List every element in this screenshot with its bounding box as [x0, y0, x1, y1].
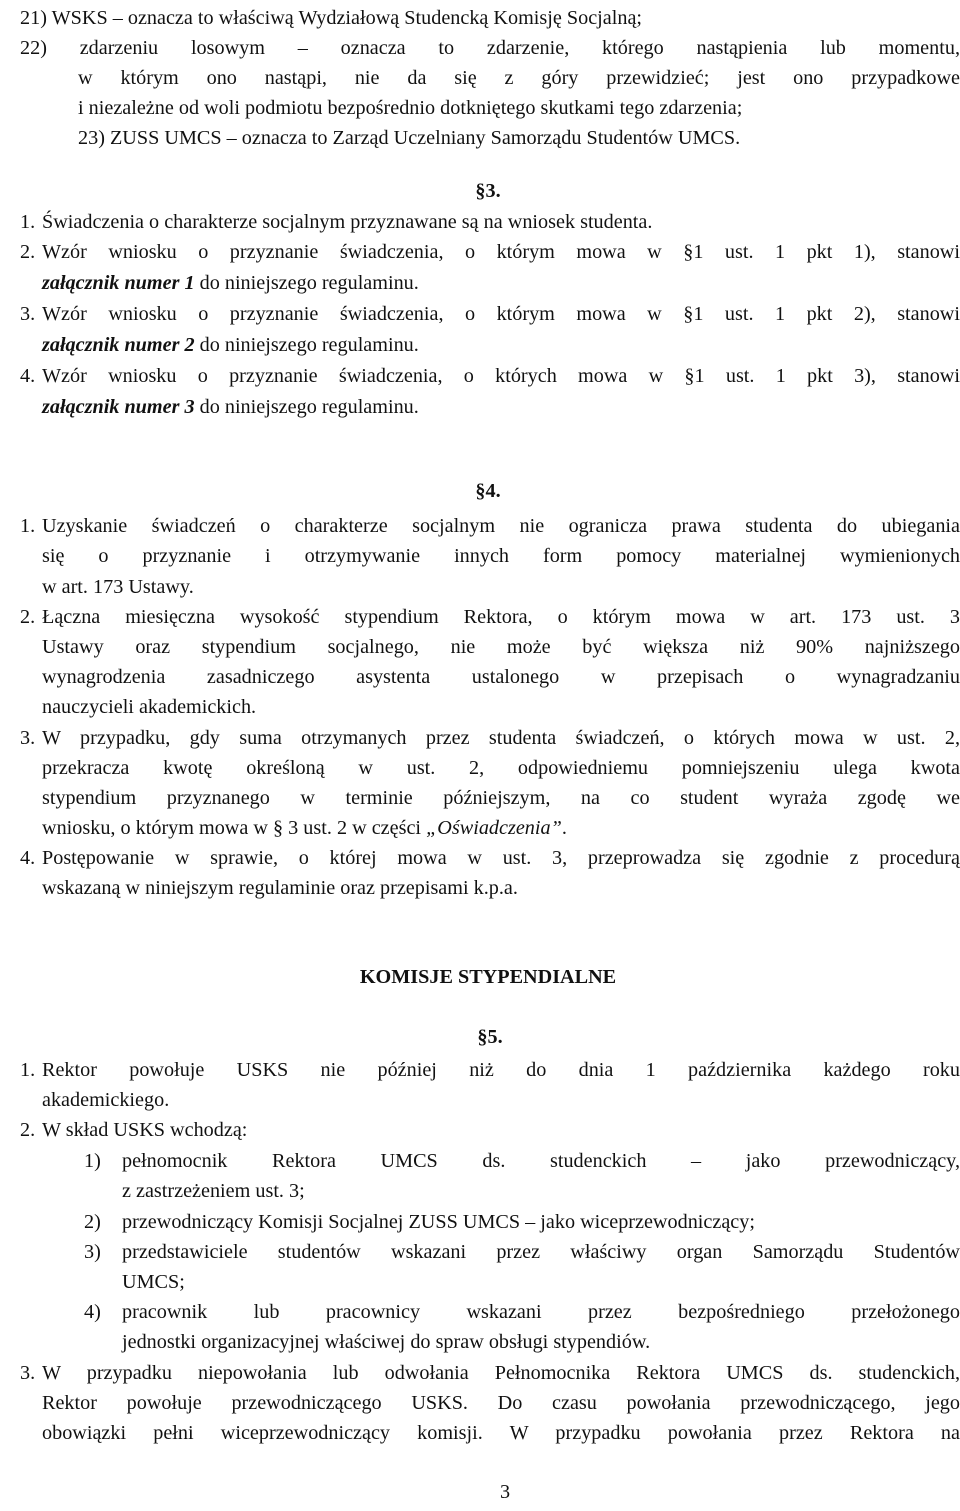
list-item-22: 22) zdarzeniu losowym – oznacza to zdarzenie, którego nastąpienia lub momentu, — [20, 37, 960, 59]
sub-item-text: UMCS; — [122, 1271, 185, 1293]
chapter-title: KOMISJE STYPENDIALNE — [359, 966, 617, 988]
list-item-22-cont: w którym ono nastąpi, nie da się z góry przewidzieć; jest ono przypadkowe — [78, 67, 960, 89]
paragraph-text: załącznik numer 3 do niniejszego regulaminu. — [42, 396, 419, 418]
sub-item-text: z zastrzeżeniem ust. 3; — [122, 1180, 305, 1202]
paragraph-text: stypendium przyznanego w terminie późniejszym, na co student wyraża zgodę we — [42, 787, 960, 809]
page-number: 3 — [500, 1481, 511, 1503]
paragraph-text: Świadczenia o charakterze socjalnym przyznawane są na wniosek studenta. — [42, 211, 653, 233]
sub-item-text: przewodniczący Komisji Socjalnej ZUSS UMCS – jako wiceprzewodniczący; — [122, 1211, 755, 1233]
paragraph-number: 1. — [20, 1059, 36, 1081]
list-item-23: 23) ZUSS UMCS – oznacza to Zarząd Uczelniany Samorządu Studentów UMCS. — [78, 127, 741, 149]
attachment-ref: załącznik numer 3 — [42, 396, 195, 418]
paragraph-text: wskazaną w niniejszym regulaminie oraz przepisami k.p.a. — [42, 877, 518, 899]
paragraph-text: załącznik numer 1 do niniejszego regulaminu. — [42, 272, 419, 294]
paragraph-number: 3. — [20, 727, 36, 749]
paragraph-text: w art. 173 Ustawy. — [42, 576, 194, 598]
section-heading-3: §3. — [475, 180, 501, 202]
section-heading-5: §5. — [477, 1026, 503, 1048]
paragraph-text: Uzyskanie świadczeń o charakterze socjalnym nie ogranicza prawa studenta do ubiegania — [42, 515, 960, 537]
paragraph-text: Łączna miesięczna wysokość stypendium Rektora, o którym mowa w art. 173 ust. 3 — [42, 606, 960, 628]
sub-item-text: przedstawiciele studentów wskazani przez właściwy organ Samorządu Studentów — [122, 1241, 960, 1263]
paragraph-text: Wzór wniosku o przyznanie świadczenia, o którym mowa w §1 ust. 1 pkt 2), stanowi — [42, 303, 960, 325]
paragraph-text: nauczycieli akademickich. — [42, 696, 257, 718]
list-item-22-cont: i niezależne od woli podmiotu bezpośrednio dotkniętego skutkami tego zdarzenia; — [78, 97, 743, 119]
paragraph-number: 4. — [20, 365, 36, 387]
paragraph-text: załącznik numer 2 do niniejszego regulaminu. — [42, 334, 419, 356]
paragraph-text: przekracza kwotę określoną w ust. 2, odpowiedniemu pomniejszeniu ulega kwota — [42, 757, 960, 779]
paragraph-text: się o przyznanie i otrzymywanie innych form pomocy materialnej wymienionych — [42, 545, 960, 567]
paragraph-text: Postępowanie w sprawie, o której mowa w ust. 3, przeprowadza się zgodnie z procedurą — [42, 847, 960, 869]
attachment-ref: załącznik numer 2 — [42, 334, 195, 356]
paragraph-text: Wzór wniosku o przyznanie świadczenia, o którym mowa w §1 ust. 1 pkt 1), stanowi — [42, 241, 960, 263]
paragraph-text: akademickiego. — [42, 1089, 170, 1111]
paragraph-number: 3. — [20, 1362, 36, 1384]
paragraph-number: 2. — [20, 241, 36, 263]
paragraph-text: Rektor powołuje USKS nie później niż do dnia 1 października każdego roku — [42, 1059, 960, 1081]
section-heading-4: §4. — [475, 480, 501, 502]
paragraph-number: 3. — [20, 303, 36, 325]
attachment-ref: załącznik numer 1 — [42, 272, 195, 294]
paragraph-text: obowiązki pełni wiceprzewodniczący komisji. W przypadku powołania przez Rektora na — [42, 1422, 960, 1444]
list-item-21: 21) WSKS – oznacza to właściwą Wydziałową Studencką Komisję Socjalną; — [20, 7, 643, 29]
paragraph-text: W przypadku, gdy suma otrzymanych przez studenta świadczeń, o których mowa w ust. 2, — [42, 727, 960, 749]
paragraph-number: 1. — [20, 211, 36, 233]
paragraph-text: wniosku, o którym mowa w § 3 ust. 2 w części „Oświadczenia”. — [42, 817, 567, 839]
sub-item-text: pracownik lub pracownicy wskazani przez bezpośredniego przełożonego — [122, 1301, 960, 1323]
sub-item-number: 2) — [84, 1211, 101, 1233]
sub-item-text: pełnomocnik Rektora UMCS ds. studenckich – jako przewodniczący, — [122, 1150, 960, 1172]
paragraph-text: wynagrodzenia zasadniczego asystenta ustalonego w przepisach o wynagradzaniu — [42, 666, 960, 688]
sub-item-number: 1) — [84, 1150, 101, 1172]
paragraph-text: W skład USKS wchodzą: — [42, 1119, 248, 1141]
sub-item-text: jednostki organizacyjnej właściwej do spraw obsługi stypendiów. — [122, 1331, 651, 1353]
paragraph-number: 4. — [20, 847, 36, 869]
sub-item-number: 3) — [84, 1241, 101, 1263]
sub-item-number: 4) — [84, 1301, 101, 1323]
paragraph-text: Wzór wniosku o przyznanie świadczenia, o których mowa w §1 ust. 1 pkt 3), stanowi — [42, 365, 960, 387]
paragraph-number: 1. — [20, 515, 36, 537]
paragraph-text: W przypadku niepowołania lub odwołania Pełnomocnika Rektora UMCS ds. studenckich, — [42, 1362, 960, 1384]
paragraph-number: 2. — [20, 606, 36, 628]
quoted-section-title: „Oświadczenia” — [426, 817, 562, 839]
paragraph-number: 2. — [20, 1119, 36, 1141]
paragraph-text: Ustawy oraz stypendium socjalnego, nie może być większa niż 90% najniższego — [42, 636, 960, 658]
paragraph-text: Rektor powołuje przewodniczącego USKS. Do czasu powołania przewodniczącego, jego — [42, 1392, 960, 1414]
